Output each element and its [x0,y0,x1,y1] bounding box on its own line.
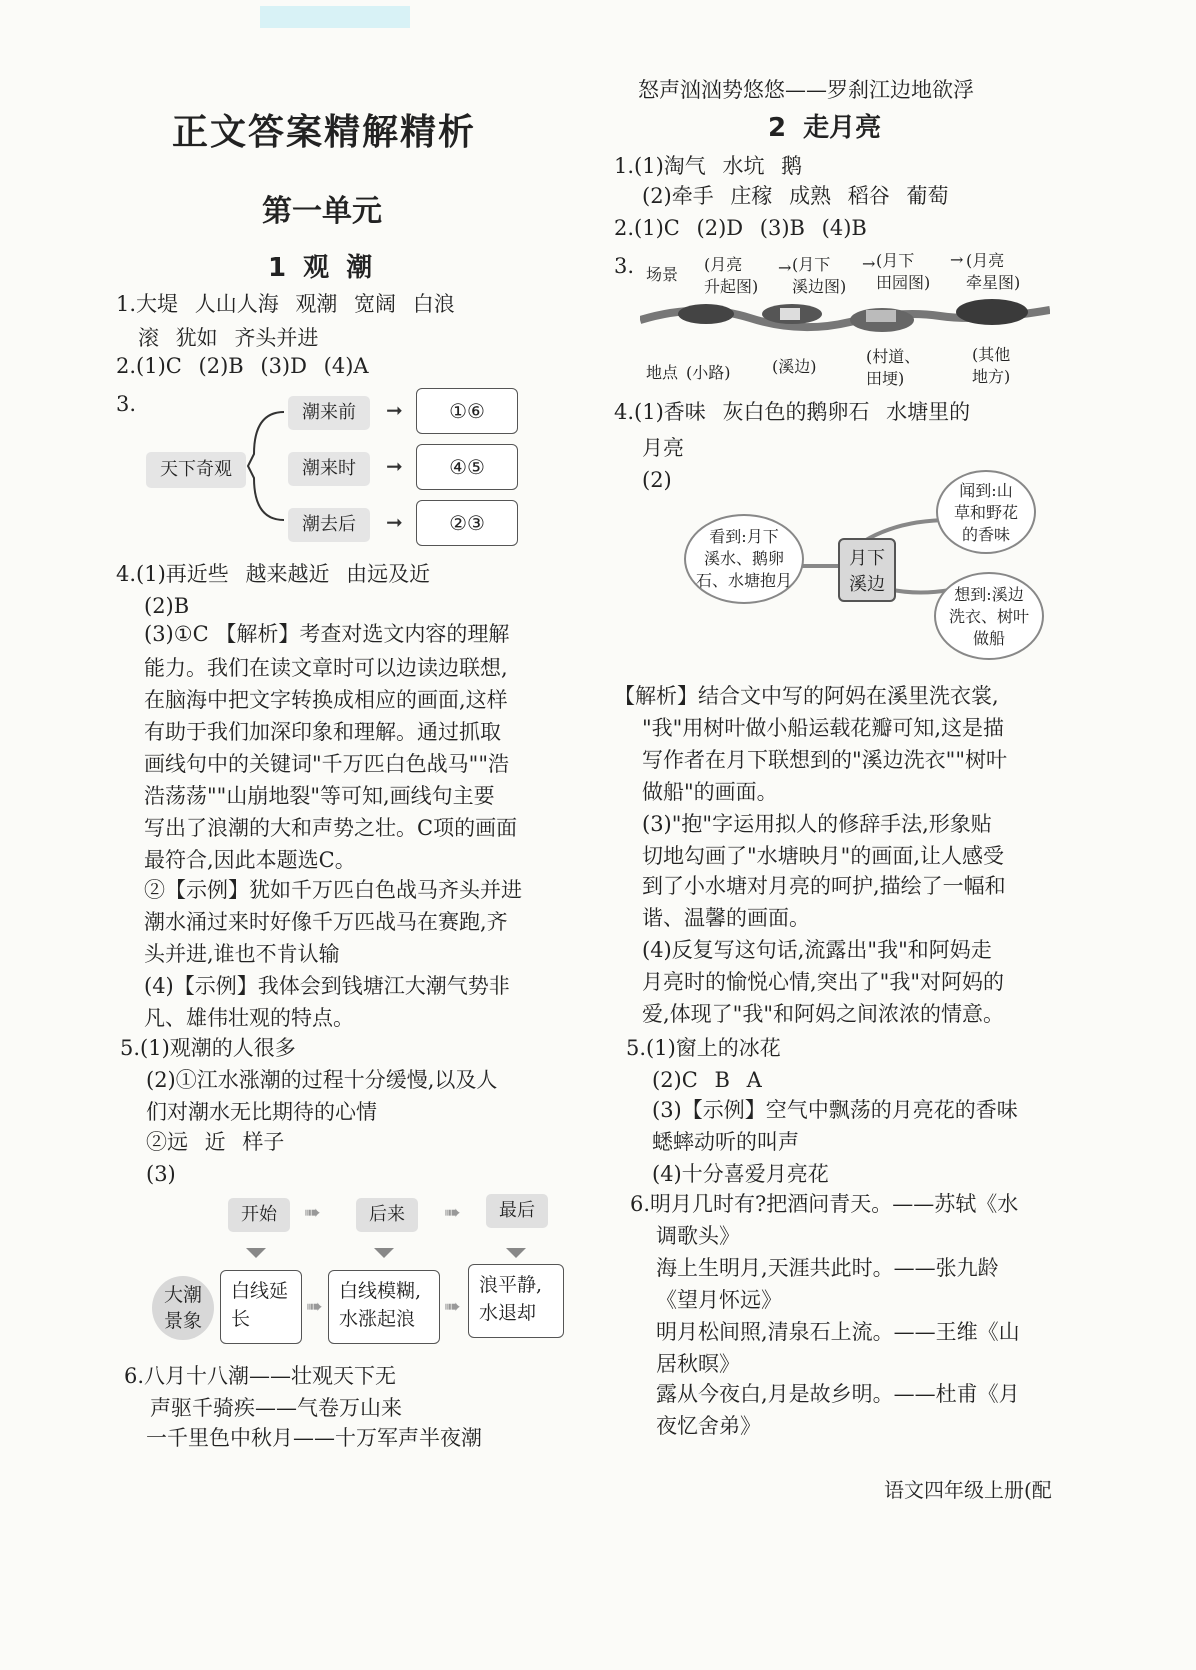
arrow-icon: → [862,254,876,273]
mind-map-top-right [936,470,1036,554]
arrow-icon: ➠ [444,1200,461,1224]
scene-3 [876,250,930,294]
r-q5-3-l1: (3)【示例】空气中飘荡的月亮花的香味 [652,1098,1018,1122]
d1-answer-2: ④⑤ [416,444,518,490]
r-q2: 2.(1)C (2)D (3)B (4)B [614,216,867,240]
r-q4-1-l1: 4.(1)香味 灰白色的鹅卵石 水塘里的 [614,400,971,424]
r-q5-4: (4)十分喜爱月亮花 [652,1162,829,1186]
place-1: (小路) [686,363,731,382]
place-2: (溪边) [772,357,817,376]
l-q6-l3: 一千里色中秋月——十万军声半夜潮 [146,1426,482,1450]
d1-branch-1: 潮来前 [288,396,370,430]
d2-card-1 [220,1270,302,1344]
r-analysis-l1: 【解析】结合文中写的阿妈在溪里洗衣裳, [614,684,999,708]
l-q4-3-l11: 头并进,谁也不肯认输 [144,942,340,966]
d2-card-3-l2: 水退却 [479,1302,537,1324]
place-4-l1: (其他 [972,345,1011,364]
scene-3-l2: 田园图) [876,273,931,292]
d2-root [152,1276,214,1340]
place-3-l2: 田埂) [866,369,905,388]
r-q6-l6: 居秋暝》 [656,1352,740,1376]
l-q2: 2.(1)C (2)B (3)D (4)A [116,354,369,378]
l-q4-3-l6: 浩荡荡""山崩地裂"等可知,画线句主要 [144,784,495,808]
place-3-l1: (村道、 [866,347,921,366]
page-footer: 语文四年级上册(配 [884,1478,1052,1502]
place-4-l2: 地方) [972,367,1011,386]
d2-root-line2: 景象 [163,1310,202,1332]
arrow-icon: ➞ [386,398,403,422]
place-3 [866,346,920,390]
r-q1-l2: (2)牵手 庄稼 成熟 稻谷 葡萄 [642,184,949,208]
top-decor-band [260,6,410,28]
arrow-icon: ➠ [444,1294,461,1318]
r-q5-3-l2: 蟋蟀动听的叫声 [652,1130,799,1154]
r-q5-2: (2)C B A [652,1068,762,1092]
r-q4-3-l4: 谐、温馨的画面。 [642,906,810,930]
r-q4-3-l2: 切地勾画了"水塘映月"的画面,让人感受 [642,844,1004,868]
d2-card-1-l2: 长 [231,1308,251,1330]
scene-label: 场景 [646,265,679,284]
l-q4-3-l7: 写出了浪潮的大和声势之壮。C项的画面 [144,816,518,840]
l-q4-3-l10: 潮水涌过来时好像千万匹战马在赛跑,齐 [144,910,508,934]
scene-4-l1: (月亮 [966,251,1005,270]
r-q1-l1: 1.(1)淘气 水坑 鹅 [614,154,803,178]
r-top-line: 怒声汹汹势悠悠——罗刹江边地欲浮 [638,78,974,102]
mind-map-left-l3: 石、水塘抱月 [695,571,792,590]
l-q4-1: 4.(1)再近些 越来越近 由远及近 [116,562,431,586]
l-q4-3-l1: (3)①C 【解析】考查对选文内容的理解 [144,622,510,646]
l-q1-line1: 1.大堤 人山人海 观潮 宽阔 白浪 [116,292,455,316]
l-q4-3-l4: 有助于我们加深印象和理解。通过抓取 [144,720,501,744]
arrow-icon: ➠ [306,1294,323,1318]
l-q4-4-l1: (4)【示例】我体会到钱塘江大潮气势非 [144,974,510,998]
r-q6-l2: 调歌头》 [656,1224,740,1248]
l-q5-1: 5.(1)观潮的人很多 [120,1036,296,1060]
d2-card-3 [468,1264,564,1338]
mind-map-bottom-right-l2: 洗衣、树叶 [948,607,1029,626]
unit-title: 第一单元 [262,194,382,229]
mind-map-center-l1: 月下 [849,548,885,569]
l-q5-2-l1: (2)①江水涨潮的过程十分缓慢,以及人 [146,1068,498,1092]
l-q6-l1: 6.八月十八潮——壮观天下无 [124,1364,397,1388]
mind-map-bottom-right [934,572,1044,660]
scene-1-l1: (月亮 [704,255,743,274]
d2-card-1-l1: 白线延 [231,1280,289,1302]
r-q4-3-l1: (3)"抱"字运用拟人的修辞手法,形象贴 [642,812,992,836]
r-q6-l7: 露从今夜白,月是故乡明。——杜甫《月 [656,1382,1020,1406]
place-4 [972,344,1010,388]
r-q4-4-l2: 月亮时的愉悦心情,突出了"我"对阿妈的 [642,970,1004,994]
scene-4-l2: 牵星图) [966,273,1021,292]
mind-map-top-right-l2: 草和野花 [953,503,1018,522]
d1-answer-1: ①⑥ [416,388,518,434]
d2-card-3-l1: 浪平静, [479,1274,543,1296]
scene-4 [966,250,1020,294]
d1-branch-2: 潮来时 [288,452,370,486]
r-q6-l4: 《望月怀远》 [656,1288,782,1312]
d1-brace [244,404,288,528]
r-q4-4-l1: (4)反复写这句话,流露出"我"和阿妈走 [642,938,992,962]
d2-head-3: 最后 [486,1194,548,1228]
lesson1-title: 1 观 潮 [268,253,373,283]
mind-map-center-l2: 溪边 [849,574,885,595]
l-q4-3-l9: ②【示例】犹如千万匹白色战马齐头并进 [144,878,522,902]
r-q3-num: 3. [614,254,635,278]
arrow-icon: ➠ [304,1200,321,1224]
mind-map-left-l2: 溪水、鹅卵 [703,549,784,568]
d2-card-2 [328,1270,440,1344]
d2-head-2: 后来 [356,1198,418,1232]
l-q4-3-l5: 画线句中的关键词"千万匹白色战马""浩 [144,752,509,776]
r-q6-l5: 明月松间照,清泉石上流。——王维《山 [656,1320,1020,1344]
main-title: 正文答案精解精析 [172,112,477,153]
d1-branch-3: 潮去后 [288,508,370,542]
r-q4-2: (2) [642,468,672,492]
mind-map-left-l1: 看到:月下 [709,527,779,546]
d2-down-arrows [240,1246,540,1260]
d1-answer-3: ②③ [416,500,518,546]
mind-map-bottom-right-l3: 做船 [972,629,1005,648]
scene-2-l2: 溪边图) [792,277,847,296]
lesson2-title: 2 走月亮 [768,113,882,143]
l-q5-2-l2: 们对潮水无比期待的心情 [146,1100,377,1124]
mind-map-center [838,538,896,602]
r-q6-l8: 夜忆舍弟》 [656,1414,761,1438]
arrow-icon: → [950,250,964,269]
scene-illustration [640,292,1050,342]
l-q4-3-l3: 在脑海中把文字转换成相应的画面,这样 [144,688,508,712]
arrow-icon: ➞ [386,454,403,478]
d2-head-1: 开始 [228,1198,290,1232]
arrow-icon: ➞ [386,510,403,534]
scene-1-l2: 升起图) [704,277,759,296]
r-analysis-l4: 做船"的画面。 [642,780,778,804]
r-q6-l1: 6.明月几时有?把酒问青天。——苏轼《水 [630,1192,1019,1216]
mind-map-bottom-right-l1: 想到:溪边 [954,585,1024,604]
l-q4-3-l8: 最符合,因此本题选C。 [144,848,356,872]
mind-map-top-right-l3: 的香味 [961,525,1010,544]
d1-root: 天下奇观 [146,452,246,488]
l-q5-2-l3: ②远 近 样子 [146,1130,285,1154]
r-q5-1: 5.(1)窗上的冰花 [626,1036,781,1060]
d2-card-2-l2: 水涨起浪 [339,1308,416,1330]
r-q4-3-l3: 到了小水塘对月亮的呵护,描绘了一幅和 [642,874,1006,898]
mind-map-top-right-l1: 闻到:山 [959,481,1013,500]
place-label: 地点 [646,363,679,382]
d2-card-2-l1: 白线模糊, [339,1280,422,1302]
arrow-icon: → [778,258,792,277]
l-q3-num: 3. [116,392,137,416]
r-analysis-l3: 写作者在月下联想到的"溪边洗衣""树叶 [642,748,1007,772]
r-q6-l3: 海上生明月,天涯共此时。——张九龄 [656,1256,999,1280]
scene-2-l1: (月下 [792,255,831,274]
mind-map-left [684,514,804,604]
r-analysis-l2: "我"用树叶做小船运载花瓣可知,这是描 [642,716,1004,740]
l-q5-3: (3) [146,1162,176,1186]
l-q4-3-l2: 能力。我们在读文章时可以边读边联想, [144,656,508,680]
scene-3-l1: (月下 [876,251,915,270]
d2-root-line1: 大潮 [163,1284,202,1306]
l-q4-2: (2)B [144,594,190,618]
l-q1-line2: 滚 犹如 齐头并进 [138,326,319,350]
l-q6-l2: 声驱千骑疾——气卷万山来 [150,1396,402,1420]
r-q4-4-l3: 爱,体现了"我"和阿妈之间浓浓的情意。 [642,1002,1004,1026]
r-q4-1-l2: 月亮 [642,436,684,460]
l-q4-4-l2: 凡、雄伟壮观的特点。 [144,1006,354,1030]
